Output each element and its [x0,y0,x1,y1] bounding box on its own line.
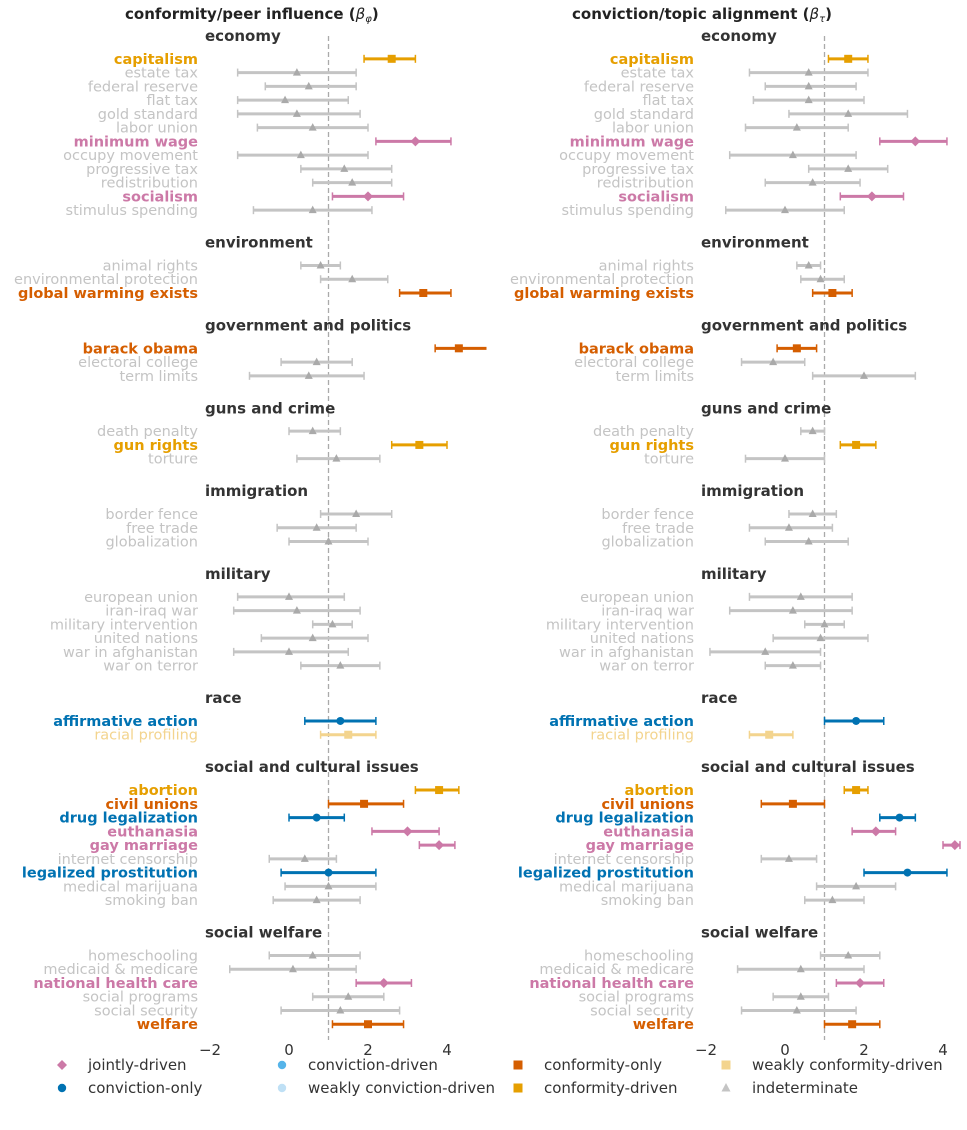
legend-label: conformity-driven [544,1079,678,1097]
topic-label: term limits [615,368,694,385]
topic-label: torture [148,451,198,468]
topic-label: term limits [119,368,198,385]
topic-label: progressive tax [582,161,694,178]
point-estimate-circle [896,814,904,822]
category-title: economy [205,27,281,45]
topic-label: welfare [632,1017,694,1034]
topic-label: national health care [33,975,198,992]
x-tick-label: 2 [859,1041,869,1059]
category-title: guns and crime [205,399,336,418]
legend-marker-circle [278,1084,286,1092]
topic-label: capitalism [113,51,198,68]
point-estimate-diamond [434,840,444,850]
topic-label: civil unions [601,796,694,813]
topic-label: minimum wage [73,134,198,151]
point-estimate-square [455,344,463,352]
category-title: military [701,565,767,584]
panel-title-conviction: conviction/topic alignment $(\beta_\tau)$ [572,5,832,25]
legend-marker-square [514,1084,523,1093]
legend-label: conviction-only [88,1079,203,1097]
point-estimate-diamond [867,191,877,201]
legend-label: weakly conviction-driven [308,1079,496,1097]
legend-marker-diamond [57,1060,67,1070]
topic-label: iran-iraq war [601,603,694,620]
point-estimate-square [789,800,797,808]
topic-label: gay marriage [89,838,198,855]
topic-label: socialism [618,189,694,206]
topic-label: smoking ban [600,893,694,910]
category-title: social and cultural issues [701,758,915,777]
point-estimate-circle [336,717,344,725]
topic-label: war in afghanistan [63,644,198,661]
panel-title-conformity: conformity/peer influence $(\beta_\varphi)$ [125,5,379,25]
topic-label: civil unions [105,796,198,813]
point-estimate-square [360,800,368,808]
legend-marker-square [514,1061,523,1070]
point-estimate-diamond [910,136,920,146]
topic-label: war on terror [599,658,694,675]
topic-label: estate tax [124,65,198,82]
topic-label: european union [84,589,198,606]
point-estimate-diamond [950,840,960,850]
point-estimate-square [793,344,801,352]
legend-marker-triangle [722,1083,731,1092]
topic-label: minimum wage [569,134,694,151]
topic-label: stimulus spending [561,203,694,220]
category-title: government and politics [205,316,412,335]
topic-label: internet censorship [553,851,694,868]
x-tick-label: 4 [938,1041,948,1059]
point-estimate-square [852,441,860,449]
topic-label: electoral college [574,355,694,372]
topic-label: labor union [611,120,694,137]
topic-label: animal rights [102,258,198,275]
category-title: social welfare [701,923,819,942]
legend-label: weakly conformity-driven [752,1056,943,1074]
topic-label: gold standard [593,106,694,123]
topic-label: european union [580,589,694,606]
point-estimate-square [388,55,396,63]
category-title: social welfare [205,923,323,942]
point-estimate-square [364,1020,372,1028]
point-estimate-square [344,731,352,739]
category-title: immigration [205,482,309,501]
point-estimate-square [435,786,443,794]
x-tick-label: −2 [198,1041,222,1059]
point-estimate-diamond [363,191,373,201]
topic-label: euthanasia [107,824,198,841]
topic-label: occupy movement [559,148,694,165]
topic-label: smoking ban [104,893,198,910]
topic-label: estate tax [620,65,694,82]
x-tick-label: −2 [694,1041,718,1059]
point-estimate-square [415,441,423,449]
topic-label: animal rights [598,258,694,275]
point-estimate-diamond [403,826,413,836]
point-estimate-square [848,1020,856,1028]
category-title: immigration [701,482,805,501]
topic-label: iran-iraq war [105,603,198,620]
topic-label: federal reserve [583,79,694,96]
topic-label: affirmative action [53,713,198,730]
topic-label: racial profiling [94,727,198,744]
point-estimate-square [765,731,773,739]
legend-label: indeterminate [752,1079,859,1097]
topic-label: free trade [622,520,694,537]
x-tick-label: 0 [780,1041,790,1059]
point-estimate-square [844,55,852,63]
topic-label: welfare [136,1017,198,1034]
topic-label: environmental protection [510,272,694,289]
topic-label: medical marijuana [559,879,694,896]
topic-label: global warming exists [17,285,198,302]
topic-label: federal reserve [87,79,198,96]
topic-label: border fence [105,507,198,524]
topic-label: medicaid & medicare [43,962,198,979]
point-estimate-circle [852,717,860,725]
topic-label: globalization [601,534,694,551]
topic-label: military intervention [545,617,694,634]
topic-label: war in afghanistan [559,644,694,661]
topic-label: medicaid & medicare [539,962,694,979]
topic-label: progressive tax [86,161,198,178]
topic-label: socialism [122,189,198,206]
topic-label: border fence [601,507,694,524]
topic-label: flat tax [642,93,694,110]
legend-label: conformity-only [544,1056,662,1074]
topic-label: social programs [578,989,694,1006]
x-tick-label: 0 [284,1041,294,1059]
category-title: economy [701,27,777,45]
topic-label: drug legalization [59,810,198,827]
point-estimate-square [828,289,836,297]
legend-label: conviction-driven [308,1056,438,1074]
topic-label: euthanasia [603,824,694,841]
legend-marker-circle [278,1061,286,1069]
topic-label: global warming exists [513,285,694,302]
category-title: environment [205,233,313,252]
topic-label: torture [644,451,694,468]
topic-label: electoral college [78,355,198,372]
topic-label: free trade [126,520,198,537]
legend-label: jointly-driven [88,1056,187,1074]
topic-label: gay marriage [585,838,694,855]
x-tick-label: 4 [442,1041,452,1059]
point-estimate-circle [313,814,321,822]
topic-label: stimulus spending [65,203,198,220]
category-title: race [701,689,738,708]
topic-label: medical marijuana [63,879,198,896]
topic-label: capitalism [609,51,694,68]
category-title: government and politics [701,316,908,335]
topic-label: legalized prostitution [21,865,198,882]
topic-label: social security [94,1003,198,1020]
topic-label: racial profiling [590,727,694,744]
point-estimate-diamond [410,136,420,146]
topic-label: war on terror [103,658,198,675]
topic-label: legalized prostitution [517,865,694,882]
topic-label: death penalty [97,424,198,441]
topic-label: flat tax [146,93,198,110]
category-title: guns and crime [701,399,832,418]
topic-label: abortion [128,783,198,800]
point-estimate-square [852,786,860,794]
category-title: race [205,689,242,708]
topic-label: labor union [115,120,198,137]
category-title: social and cultural issues [205,758,419,777]
topic-label: national health care [529,975,694,992]
topic-label: military intervention [49,617,198,634]
topic-label: gun rights [609,437,694,454]
category-title: environment [701,233,809,252]
topic-label: united nations [93,631,198,648]
point-estimate-circle [325,869,333,877]
topic-label: internet censorship [57,851,198,868]
topic-label: united nations [589,631,694,648]
topic-label: globalization [105,534,198,551]
topic-label: environmental protection [14,272,198,289]
topic-label: abortion [624,783,694,800]
topic-label: gold standard [97,106,198,123]
topic-label: social programs [82,989,198,1006]
point-estimate-diamond [855,978,865,988]
point-estimate-diamond [871,826,881,836]
topic-label: social security [590,1003,694,1020]
legend-marker-circle [58,1084,66,1092]
x-tick-label: 2 [363,1041,373,1059]
topic-label: homeschooling [87,948,198,965]
legend-marker-square [722,1061,731,1070]
topic-label: affirmative action [549,713,694,730]
topic-label: occupy movement [63,148,198,165]
topic-label: barack obama [578,341,694,358]
topic-label: homeschooling [583,948,694,965]
topic-label: gun rights [113,437,198,454]
point-estimate-square [419,289,427,297]
point-estimate-circle [903,869,911,877]
topic-label: redistribution [100,175,198,192]
category-title: military [205,565,271,584]
topic-label: barack obama [82,341,198,358]
point-estimate-diamond [379,978,389,988]
topic-label: drug legalization [555,810,694,827]
topic-label: death penalty [593,424,694,441]
topic-label: redistribution [596,175,694,192]
